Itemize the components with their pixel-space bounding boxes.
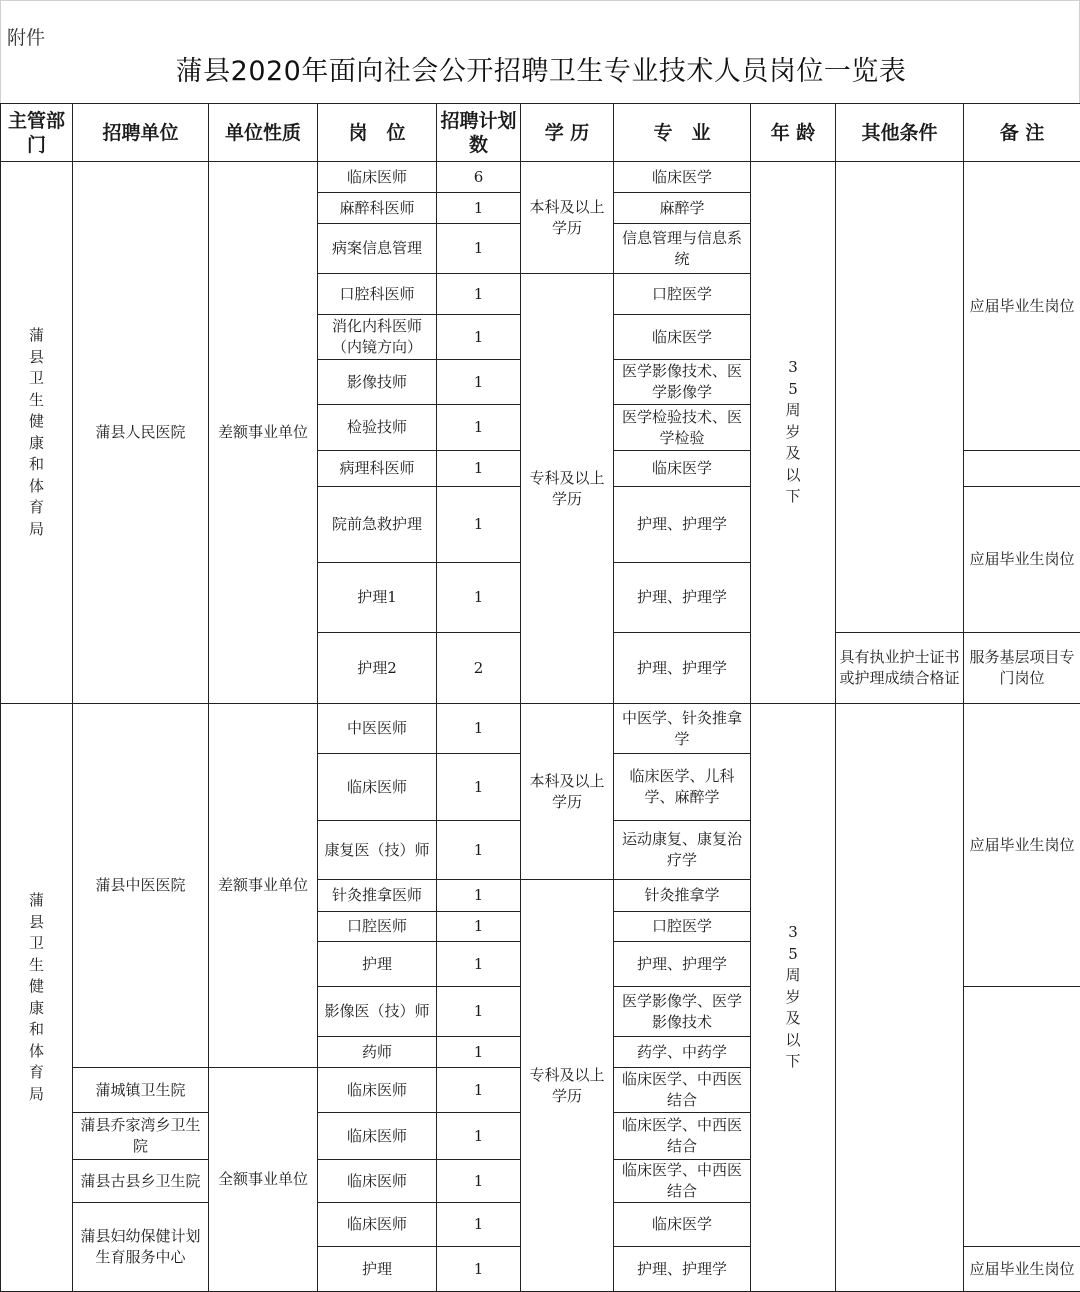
major-cell: 口腔医学 (614, 912, 751, 942)
major-cell: 针灸推拿学 (614, 880, 751, 912)
quota-cell: 1 (437, 274, 521, 315)
major-cell: 医学检验技术、医学检验 (614, 405, 751, 451)
major-cell: 护理、护理学 (614, 1247, 751, 1292)
unit-cell: 蒲县古县乡卫生院 (73, 1160, 209, 1203)
col-unit: 招聘单位 (73, 104, 209, 162)
position-cell: 中医医师 (318, 704, 437, 754)
position-cell: 麻醉科医师 (318, 193, 437, 224)
age-cell: 35周岁及以下 (751, 162, 836, 704)
table-row (1, 162, 1080, 193)
major-cell: 中医学、针灸推拿学 (614, 704, 751, 754)
major-cell: 临床医学、中西医结合 (614, 1068, 751, 1113)
major-cell: 临床医学 (614, 162, 751, 193)
education-cell: 本科及以上学历 (521, 162, 614, 274)
quota-cell: 1 (437, 1113, 521, 1160)
quota-cell: 1 (437, 704, 521, 754)
quota-cell: 6 (437, 162, 521, 193)
col-education: 学 历 (521, 104, 614, 162)
page-title: 蒲县2020年面向社会公开招聘卫生专业技术人员岗位一览表 (1, 49, 1080, 88)
position-cell: 临床医师 (318, 1203, 437, 1247)
quota-cell: 1 (437, 451, 521, 487)
quota-cell: 2 (437, 633, 521, 704)
dept-cell: 蒲县卫生健康和体育局 (1, 162, 73, 704)
position-cell: 针灸推拿医师 (318, 880, 437, 912)
quota-cell: 1 (437, 912, 521, 942)
position-cell: 护理1 (318, 563, 437, 633)
nature-cell: 全额事业单位 (209, 1068, 318, 1292)
unit-cell: 蒲县人民医院 (73, 162, 209, 704)
col-major: 专 业 (614, 104, 751, 162)
position-cell: 消化内科医师（内镜方向） (318, 315, 437, 360)
nature-cell: 差额事业单位 (209, 162, 318, 704)
attachment-label: 附件 (7, 23, 45, 50)
quota-cell: 1 (437, 754, 521, 821)
col-other: 其他条件 (836, 104, 964, 162)
col-nature: 单位性质 (209, 104, 318, 162)
major-cell: 护理、护理学 (614, 633, 751, 704)
position-cell: 临床医师 (318, 162, 437, 193)
page-header (0, 0, 1080, 103)
notes-cell: 应届毕业生岗位 (964, 487, 1080, 633)
quota-cell: 1 (437, 193, 521, 224)
other-cell (836, 162, 964, 633)
education-cell: 本科及以上学历 (521, 704, 614, 880)
position-cell: 临床医师 (318, 1068, 437, 1113)
major-cell: 临床医学、中西医结合 (614, 1160, 751, 1203)
positions-table (0, 103, 1080, 1292)
major-cell: 护理、护理学 (614, 563, 751, 633)
position-cell: 护理 (318, 1247, 437, 1292)
position-cell: 康复医（技）师 (318, 821, 437, 880)
position-cell: 病理科医师 (318, 451, 437, 487)
other-cell: 具有执业护士证书或护理成绩合格证 (836, 633, 964, 704)
position-cell: 临床医师 (318, 1113, 437, 1160)
quota-cell: 1 (437, 987, 521, 1037)
major-cell: 运动康复、康复治疗学 (614, 821, 751, 880)
quota-cell: 1 (437, 1203, 521, 1247)
unit-cell: 蒲县乔家湾乡卫生院 (73, 1113, 209, 1160)
position-cell: 临床医师 (318, 1160, 437, 1203)
quota-cell: 1 (437, 224, 521, 274)
position-cell: 影像医（技）师 (318, 987, 437, 1037)
col-position: 岗 位 (318, 104, 437, 162)
major-cell: 药学、中药学 (614, 1037, 751, 1068)
quota-cell: 1 (437, 360, 521, 405)
col-dept: 主管部门 (1, 104, 73, 162)
age-cell: 35周岁及以下 (751, 704, 836, 1292)
other-cell (836, 704, 964, 1292)
position-cell: 药师 (318, 1037, 437, 1068)
col-quota: 招聘计划数 (437, 104, 521, 162)
position-cell: 临床医师 (318, 754, 437, 821)
unit-cell: 蒲县中医医院 (73, 704, 209, 1068)
major-cell: 护理、护理学 (614, 942, 751, 987)
quota-cell: 1 (437, 1247, 521, 1292)
position-cell: 口腔科医师 (318, 274, 437, 315)
notes-cell (964, 987, 1080, 1247)
notes-cell: 应届毕业生岗位 (964, 162, 1080, 451)
quota-cell: 1 (437, 315, 521, 360)
position-cell: 影像技师 (318, 360, 437, 405)
major-cell: 医学影像学、医学影像技术 (614, 987, 751, 1037)
major-cell: 护理、护理学 (614, 487, 751, 563)
position-cell: 口腔医师 (318, 912, 437, 942)
notes-cell: 服务基层项目专门岗位 (964, 633, 1080, 704)
quota-cell: 1 (437, 487, 521, 563)
notes-cell (964, 451, 1080, 487)
quota-cell: 1 (437, 1037, 521, 1068)
header-row (1, 104, 1080, 162)
position-cell: 院前急救护理 (318, 487, 437, 563)
education-cell: 专科及以上学历 (521, 274, 614, 704)
quota-cell: 1 (437, 563, 521, 633)
unit-cell: 蒲城镇卫生院 (73, 1068, 209, 1113)
notes-cell: 应届毕业生岗位 (964, 704, 1080, 987)
education-cell: 专科及以上学历 (521, 880, 614, 1292)
quota-cell: 1 (437, 1160, 521, 1203)
position-cell: 检验技师 (318, 405, 437, 451)
notes-cell: 应届毕业生岗位 (964, 1247, 1080, 1292)
major-cell: 医学影像技术、医学影像学 (614, 360, 751, 405)
quota-cell: 1 (437, 1068, 521, 1113)
quota-cell: 1 (437, 821, 521, 880)
position-cell: 护理 (318, 942, 437, 987)
major-cell: 临床医学、中西医结合 (614, 1113, 751, 1160)
quota-cell: 1 (437, 405, 521, 451)
col-notes: 备 注 (964, 104, 1080, 162)
major-cell: 临床医学 (614, 1203, 751, 1247)
quota-cell: 1 (437, 880, 521, 912)
col-age: 年 龄 (751, 104, 836, 162)
major-cell: 信息管理与信息系统 (614, 224, 751, 274)
nature-cell: 差额事业单位 (209, 704, 318, 1068)
major-cell: 临床医学 (614, 451, 751, 487)
major-cell: 临床医学、儿科学、麻醉学 (614, 754, 751, 821)
major-cell: 临床医学 (614, 315, 751, 360)
quota-cell: 1 (437, 942, 521, 987)
major-cell: 口腔医学 (614, 274, 751, 315)
dept-cell: 蒲县卫生健康和体育局 (1, 704, 73, 1292)
position-cell: 病案信息管理 (318, 224, 437, 274)
unit-cell: 蒲县妇幼保健计划生育服务中心 (73, 1203, 209, 1292)
position-cell: 护理2 (318, 633, 437, 704)
table-row (1, 704, 1080, 754)
major-cell: 麻醉学 (614, 193, 751, 224)
